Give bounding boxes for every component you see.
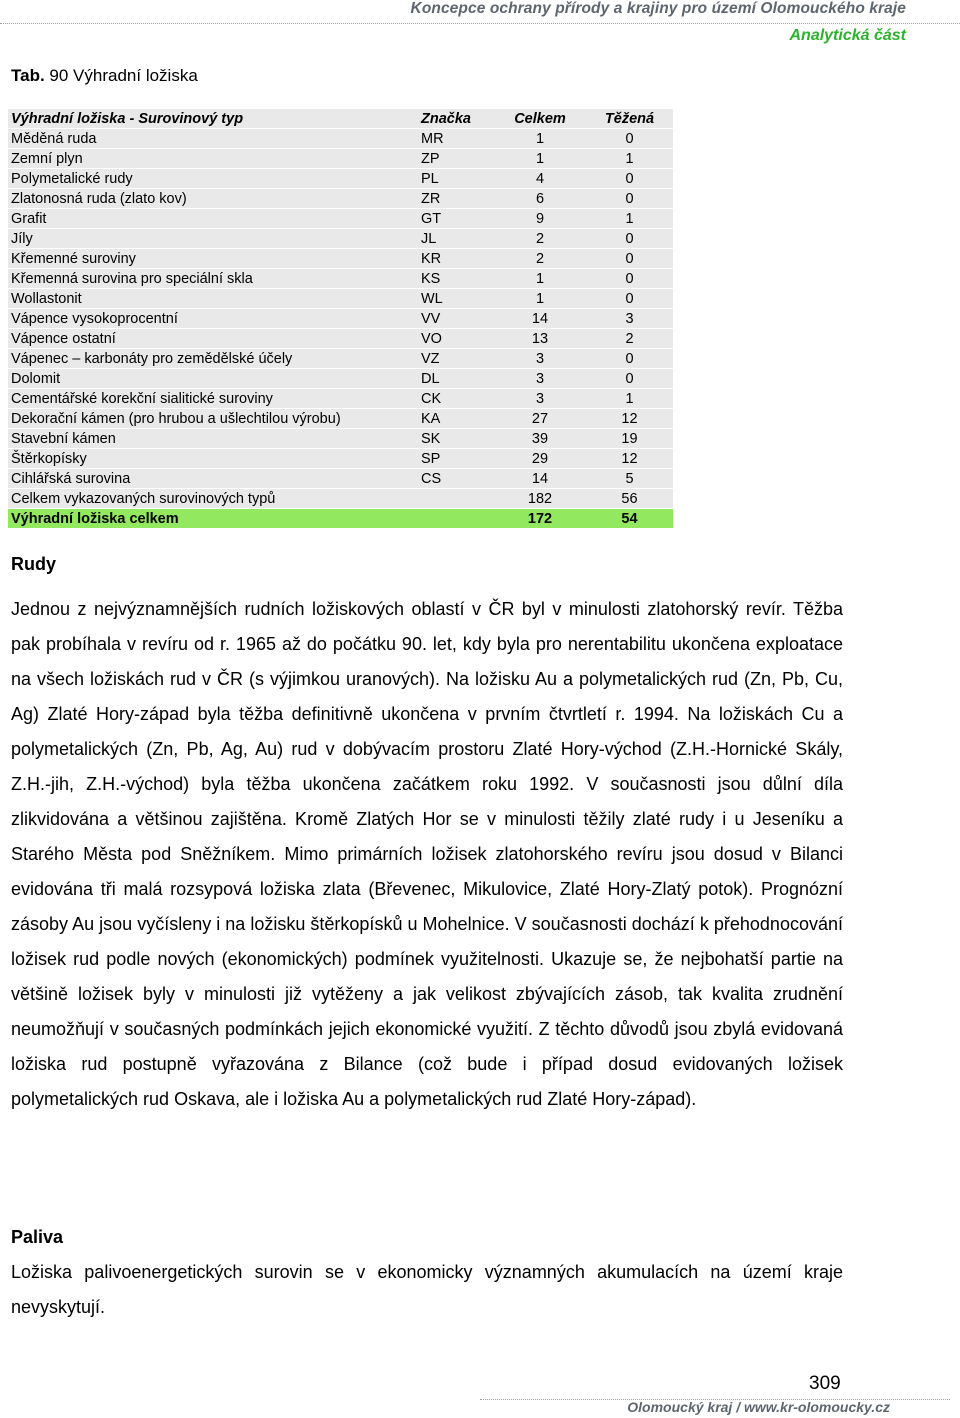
row-cell-type: Vápenec – karbonáty pro zemědělské účely [8, 349, 418, 369]
row-cell-total: 14 [494, 309, 586, 329]
table-row [8, 269, 673, 289]
row-cell-mined: 56 [586, 489, 673, 509]
row-cell-total: 29 [494, 449, 586, 469]
row-cell-type: Cementářské korekční sialitické suroviny [8, 389, 418, 409]
row-cell-mined: 0 [586, 289, 673, 309]
row-cell-code: ZR [418, 189, 494, 209]
row-cell-mined: 0 [586, 349, 673, 369]
row-cell-mined: 0 [586, 269, 673, 289]
table-row [8, 429, 673, 449]
table-row [8, 289, 673, 309]
row-cell-code: GT [418, 209, 494, 229]
total-cell-mined: 54 [586, 509, 673, 529]
row-cell-mined: 0 [586, 249, 673, 269]
row-cell-type: Polymetalické rudy [8, 169, 418, 189]
row-cell-code: WL [418, 289, 494, 309]
table-row [8, 129, 673, 149]
deposits-table [8, 109, 673, 529]
table-row [8, 189, 673, 209]
table-row [8, 329, 673, 349]
row-cell-total: 13 [494, 329, 586, 349]
table-row [8, 209, 673, 229]
row-cell-mined: 2 [586, 329, 673, 349]
row-cell-type: Stavební kámen [8, 429, 418, 449]
table-row [8, 489, 673, 509]
table-row [8, 229, 673, 249]
table-caption [11, 66, 198, 86]
section-heading-paliva: Paliva [11, 1227, 64, 1247]
row-cell-type: Wollastonit [8, 289, 418, 309]
row-cell-type: Jíly [8, 229, 418, 249]
total-cell-code [418, 509, 494, 529]
row-cell-mined: 0 [586, 369, 673, 389]
row-cell-mined: 5 [586, 469, 673, 489]
row-cell-type: Křemenná surovina pro speciální skla [8, 269, 418, 289]
row-cell-mined: 1 [586, 209, 673, 229]
row-cell-mined: 19 [586, 429, 673, 449]
row-cell-type: Dekorační kámen (pro hrubou a ušlechtilou výrobu) [8, 409, 418, 429]
table-row [8, 469, 673, 489]
paragraph-rudy: Jednou z nejvýznamnějších rudních ložiskových oblastí v ČR byl v minulosti zlatohorský revír. Těžba pak probíhala v revíru od r. 1965 až do počátku 90. let, kdy byla pro nerentabilitu ukončena exploatace na všech ložiskách rud v ČR (s výjimkou uranových). Na ložisku Au a polymetalických rud (Zn, Pb, Cu, Ag) Zlaté Hory-západ byla těžba definitivně ukončena v prvním čtvrtletí r. 1994. Na ložiskách Cu a polymetalických (Zn, Pb, Ag, Au) rud v dobývacím prostoru Zlaté Hory-východ (Z.H.-Hornické Skály, Z.H.-jih, Z.H.-východ) byla těžba ukončena začátkem roku 1992. V současnosti jsou důlní díla zlikvidována a většinou zajištěna. Kromě Zlatých Hor se v minulosti těžily zlaté rudy i u Jeseníku a Starého Města pod Sněžníkem. Mimo primárních ložisek zlatohorského revíru jsou dosud v Bilanci evidována tři malá rozsypová ložiska zlata (Břevenec, Mikulovice, Zlaté Hory-Zlatý potok). Prognózní zásoby Au jsou vyčísleny i na ložisku štěrkopísků u Mohelnice. V současnosti dochází k přehodnocování ložisek rud podle nových (ekonomických) podmínek využitelnosti. Ukazuje se, že nejbohatší partie na většině ložisek byly v minulosti již vytěženy a jak velikost zbývajících zásob, tak kvalita zrudnění neumožňují v současných podmínkách jejich ekonomické využití. Z těchto důvodů jsou zbylá evidovaná ložiska rud postupně vyřazována z Bilance (což bude i případ dosud evidovaných ložisek polymetalických rud Oskava, ale i ložiska Au a polymetalických rud Zlaté Hory-západ). [11, 599, 843, 1109]
row-cell-code: ZP [418, 149, 494, 169]
table-caption-prefix: Tab. [11, 66, 45, 85]
row-cell-code: VZ [418, 349, 494, 369]
row-cell-total: 1 [494, 129, 586, 149]
row-cell-total: 2 [494, 229, 586, 249]
paragraph-paliva: Ložiska palivoenergetických surovin se v ekonomicky významných akumulacích na území kraje nevyskytují. [11, 1262, 843, 1317]
row-cell-code [418, 489, 494, 509]
row-cell-total: 2 [494, 249, 586, 269]
row-cell-total: 3 [494, 349, 586, 369]
row-cell-total: 3 [494, 369, 586, 389]
row-cell-code: MR [418, 129, 494, 149]
header-cell-total: Celkem [494, 109, 586, 129]
section-heading-rudy: Rudy [11, 554, 56, 574]
total-cell-label: Výhradní ložiska celkem [8, 509, 418, 529]
header-cell-type: Výhradní ložiska - Surovinový typ [8, 109, 418, 129]
table-total-row [8, 509, 673, 529]
row-cell-mined: 0 [586, 129, 673, 149]
table-row [8, 169, 673, 189]
row-cell-mined: 1 [586, 149, 673, 169]
row-cell-total: 3 [494, 389, 586, 409]
row-cell-code: PL [418, 169, 494, 189]
row-cell-total: 1 [494, 149, 586, 169]
table-row [8, 449, 673, 469]
row-cell-mined: 0 [586, 189, 673, 209]
row-cell-code: CS [418, 469, 494, 489]
table-row [8, 309, 673, 329]
row-cell-total: 182 [494, 489, 586, 509]
row-cell-type: Štěrkopísky [8, 449, 418, 469]
header-cell-code: Značka [418, 109, 494, 129]
row-cell-mined: 3 [586, 309, 673, 329]
row-cell-code: VO [418, 329, 494, 349]
table-row [8, 389, 673, 409]
row-cell-mined: 12 [586, 409, 673, 429]
table-row [8, 409, 673, 429]
row-cell-mined: 0 [586, 229, 673, 249]
row-cell-type: Křemenné suroviny [8, 249, 418, 269]
row-cell-type: Vápence ostatní [8, 329, 418, 349]
row-cell-code: SK [418, 429, 494, 449]
row-cell-type: Celkem vykazovaných surovinových typů [8, 489, 418, 509]
header-cell-mined: Těžená [586, 109, 673, 129]
row-cell-total: 27 [494, 409, 586, 429]
row-cell-type: Zemní plyn [8, 149, 418, 169]
row-cell-code: SP [418, 449, 494, 469]
document-header-subtitle: Analytická část [789, 27, 906, 44]
row-cell-code: JL [418, 229, 494, 249]
table-caption-title: 90 Výhradní ložiska [49, 66, 198, 85]
table-body [8, 129, 673, 509]
row-cell-code: VV [418, 309, 494, 329]
row-cell-total: 4 [494, 169, 586, 189]
row-cell-code: DL [418, 369, 494, 389]
page-number: 309 [809, 1373, 841, 1394]
row-cell-total: 1 [494, 269, 586, 289]
row-cell-type: Zlatonosná ruda (zlato kov) [8, 189, 418, 209]
row-cell-code: KS [418, 269, 494, 289]
total-cell-count: 172 [494, 509, 586, 529]
row-cell-total: 39 [494, 429, 586, 449]
header-divider [0, 23, 960, 24]
table-row [8, 249, 673, 269]
row-cell-type: Cihlářská surovina [8, 469, 418, 489]
row-cell-code: KR [418, 249, 494, 269]
row-cell-code: CK [418, 389, 494, 409]
row-cell-total: 6 [494, 189, 586, 209]
row-cell-type: Grafit [8, 209, 418, 229]
row-cell-total: 1 [494, 289, 586, 309]
row-cell-mined: 1 [586, 389, 673, 409]
row-cell-type: Dolomit [8, 369, 418, 389]
document-header-title: Koncepce ochrany přírody a krajiny pro území Olomouckého kraje [410, 0, 906, 17]
table-row [8, 149, 673, 169]
table-row [8, 349, 673, 369]
row-cell-type: Měděná ruda [8, 129, 418, 149]
row-cell-type: Vápence vysokoprocentní [8, 309, 418, 329]
table-header-row [8, 109, 673, 129]
row-cell-mined: 0 [586, 169, 673, 189]
table-row [8, 369, 673, 389]
row-cell-code: KA [418, 409, 494, 429]
footer-text: Olomoucký kraj / www.kr-olomoucky.cz [627, 1399, 890, 1415]
row-cell-total: 14 [494, 469, 586, 489]
row-cell-total: 9 [494, 209, 586, 229]
row-cell-mined: 12 [586, 449, 673, 469]
